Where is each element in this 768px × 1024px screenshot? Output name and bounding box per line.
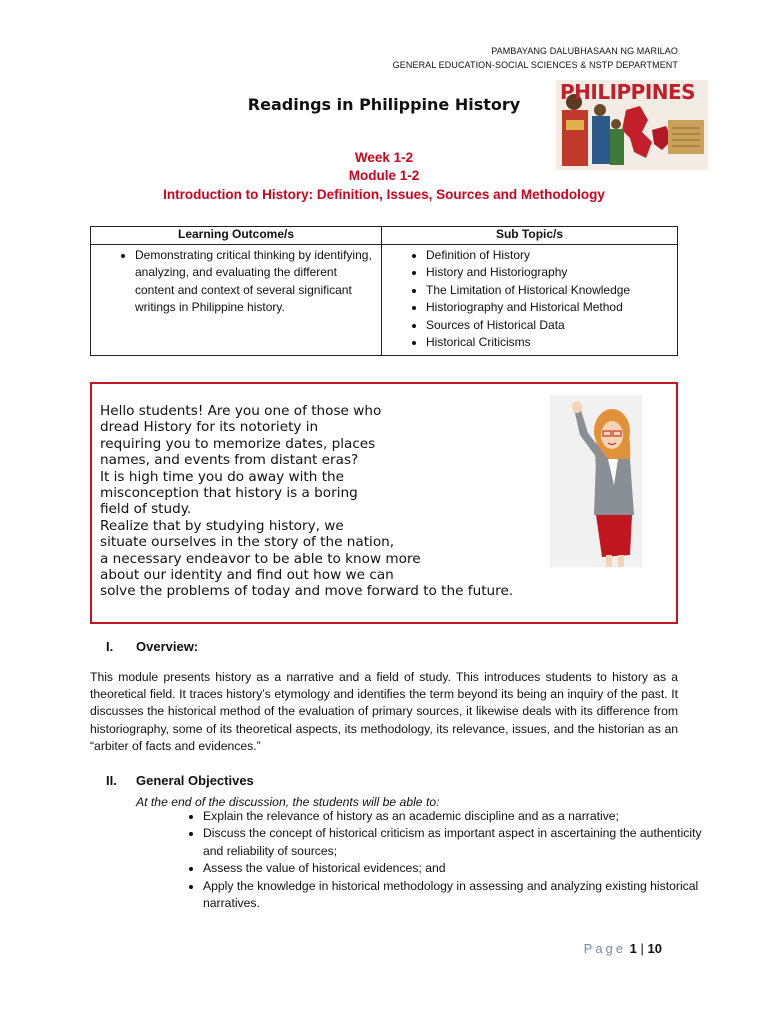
greeting-text [100, 403, 513, 600]
greeting-line: Hello students! Are you one of those who [100, 403, 382, 419]
page-total: 10 [647, 941, 662, 956]
list-item: • Assess the value of historical evidences; and [203, 860, 723, 877]
page-number: 1 [629, 941, 637, 956]
banner-title: PHILIPPINES [560, 80, 696, 104]
module-label: Module 1-2 [348, 168, 420, 183]
section-title: Overview: [136, 639, 199, 654]
greeting-line: It is high time you do away with the [100, 468, 345, 485]
overview-heading [106, 639, 198, 654]
greeting-line: solve the problems of today and move forward to the future. [100, 583, 514, 600]
page-label: Page [583, 941, 627, 956]
overview-paragraph: This module presents history as a narrative and a field of study. This introduces students to history as a theoretical field. It traces history’s etymology and identifies the term beyond its being an inquiry of the past. It discusses the historical method of the evaluation of primary sources, it likewise deals with its difference from historiography, some of its theoretical aspects, its methodology, its relevance, issues, and the historian as an “arbiter of facts and evidences.” [90, 670, 678, 753]
section-number: II. [106, 773, 117, 788]
week-label: Week 1-2 [354, 150, 414, 165]
header-college-name: PAMBAYANG DALUBHASAAN NG MARILAO [491, 46, 678, 56]
teacher-illustration [550, 395, 642, 567]
greeting-line: field of study. [100, 501, 192, 518]
section-title: General Objectives [136, 773, 254, 788]
page-separator: | [640, 941, 644, 956]
list-item: • Explain the relevance of history as an academic discipline and as a narrative; [203, 808, 723, 825]
learning-outcome-header: Learning Outcome/s [91, 227, 382, 245]
learning-outcomes-table [90, 226, 678, 356]
list-item: • Historical Criticisms [426, 334, 673, 351]
objectives-intro: At the end of the discussion, the students will be able to: [136, 795, 440, 809]
greeting-line: Realize that by studying history, we [100, 517, 344, 534]
list-item: • Demonstrating critical thinking by identifying, analyzing, and evaluating the different content and context of several significant writings in Philippine history. [135, 247, 377, 317]
greeting-line: about our identity and find out how we can [100, 567, 394, 584]
page-footer [584, 941, 662, 956]
header-department: GENERAL EDUCATION-SOCIAL SCIENCES & NSTP DEPARTMENT [392, 60, 678, 70]
document-title: Readings in Philippine History [247, 95, 521, 114]
list-item: • Sources of Historical Data [426, 317, 673, 334]
greeting-line: requiring you to memorize dates, places [100, 435, 376, 452]
list-item: • History and Historiography [426, 264, 673, 281]
list-item: • Apply the knowledge in historical methodology in assessing and analyzing existing historical narratives. [203, 878, 723, 913]
section-number: I. [106, 639, 114, 654]
list-item: • Historiography and Historical Method [426, 299, 673, 316]
greeting-line: situate ourselves in the story of the nation, [100, 534, 395, 551]
greeting-line: misconception that history is a boring [100, 485, 358, 502]
objectives-list [160, 808, 723, 912]
module-title: Introduction to History: Definition, Issues, Sources and Methodology [163, 187, 605, 202]
table-header-row [91, 227, 678, 245]
learning-outcome-cell [91, 245, 382, 356]
greeting-line: a necessary endeavor to be able to know more [100, 550, 421, 567]
objectives-heading [106, 773, 254, 788]
subtopics-cell [382, 245, 678, 356]
list-item: • The Limitation of Historical Knowledge [426, 282, 673, 299]
list-item: • Definition of History [426, 247, 673, 264]
table-row [91, 245, 678, 356]
list-item: • Discuss the concept of historical criticism as important aspect in ascertaining the authenticity and reliability of sources; [203, 825, 723, 860]
greeting-line: names, and events from distant eras? [100, 452, 359, 469]
subtopics-header: Sub Topic/s [382, 227, 678, 245]
greeting-line: dread History for its notoriety in [100, 419, 319, 436]
